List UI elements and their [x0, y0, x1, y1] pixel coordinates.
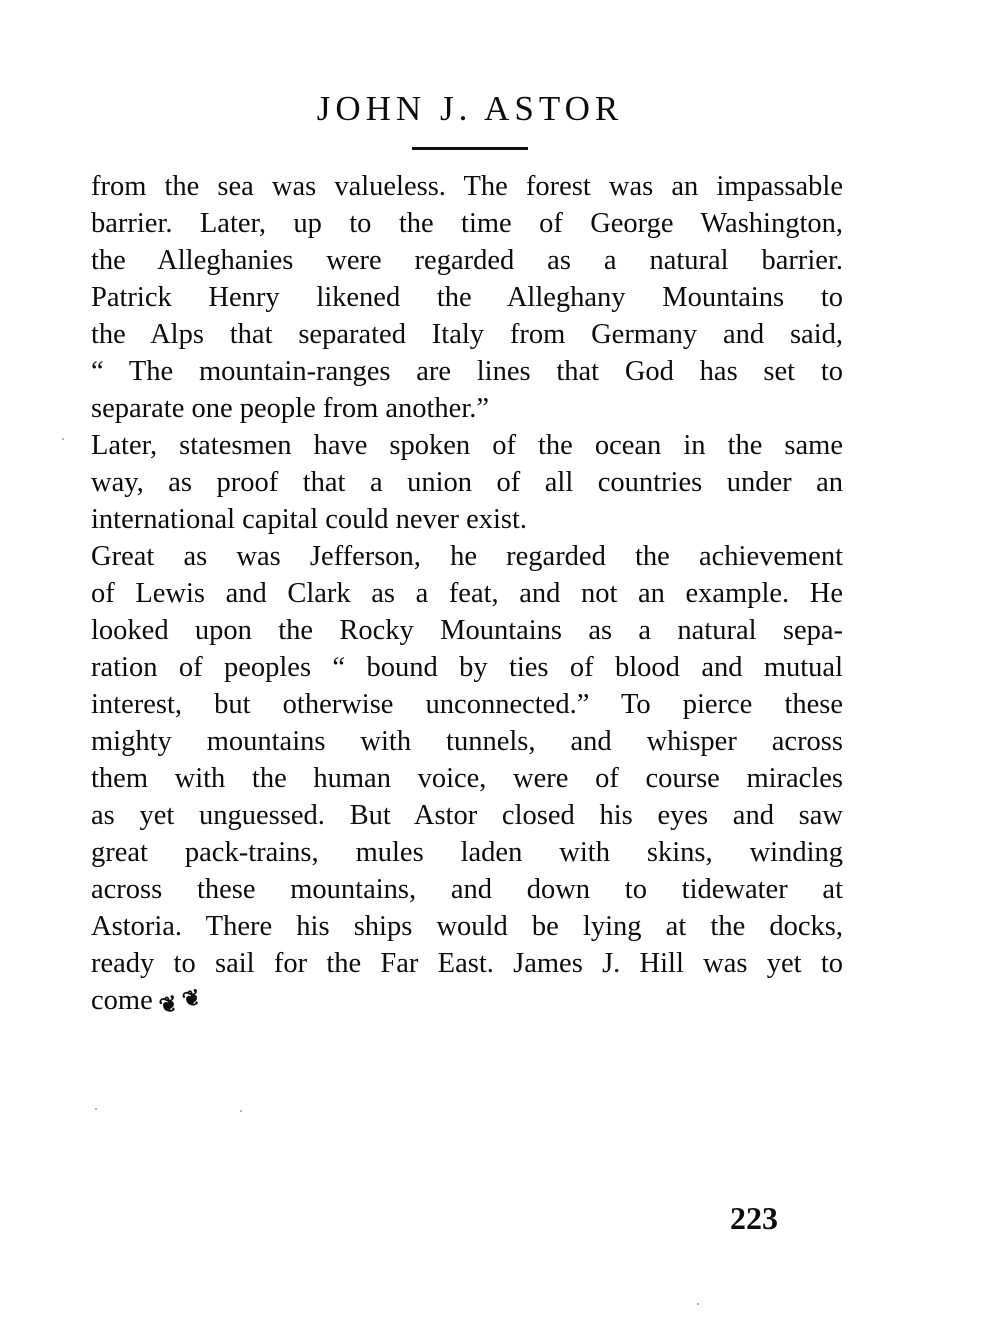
text-line: ready to sail for the Far East. James J. Hill was yet to — [91, 948, 843, 979]
text-line: from the sea was valueless. The forest was an impassable — [91, 171, 843, 202]
text-line: mighty mountains with tunnels, and whisper across — [91, 726, 843, 757]
text-line: looked upon the Rocky Mountains as a natural sepa- — [91, 615, 843, 646]
scan-speck — [697, 1303, 699, 1305]
text-line: the Alps that separated Italy from Germany and said, — [91, 319, 843, 350]
body-text — [91, 168, 843, 1019]
text-line: barrier. Later, up to the time of George Washington, — [91, 208, 843, 239]
text-line: great pack-trains, mules laden with skins, winding — [91, 837, 843, 868]
text-line: “ The mountain-ranges are lines that God has set to — [91, 356, 843, 387]
text-line: come — [91, 985, 153, 1016]
text-line: as yet unguessed. But Astor closed his eyes and saw — [91, 800, 843, 831]
page-number: 223 — [730, 1200, 778, 1236]
text-line: Later, statesmen have spoken of the ocean in the same — [91, 430, 843, 461]
text-line: Patrick Henry likened the Alleghany Mountains to — [91, 282, 843, 313]
text-line: international capital could never exist. — [91, 504, 528, 535]
text-line: ration of peoples “ bound by ties of blood and mutual — [91, 652, 843, 683]
text-line: separate one people from another.” — [91, 393, 490, 424]
text-line: them with the human voice, were of course miracles — [91, 763, 843, 794]
final-line — [91, 982, 843, 1019]
fleuron-ornament-icon: ❦ ❦ — [156, 983, 204, 1020]
running-head: JOHN J. ASTOR — [316, 89, 624, 128]
head-rule-divider — [412, 147, 528, 150]
text-line: of Lewis and Clark as a feat, and not an example. He — [91, 578, 843, 609]
scan-speck — [95, 1108, 97, 1110]
text-line: the Alleghanies were regarded as a natural barrier. — [91, 245, 843, 276]
text-line: Great as was Jefferson, he regarded the achievement — [91, 541, 843, 572]
scan-speck — [240, 1110, 242, 1112]
scan-speck — [62, 438, 64, 440]
text-line: way, as proof that a union of all countries under an — [91, 467, 843, 498]
text-line: Astoria. There his ships would be lying at the docks, — [91, 911, 843, 942]
text-line: interest, but otherwise unconnected.” To pierce these — [91, 689, 843, 720]
text-line: across these mountains, and down to tidewater at — [91, 874, 843, 905]
